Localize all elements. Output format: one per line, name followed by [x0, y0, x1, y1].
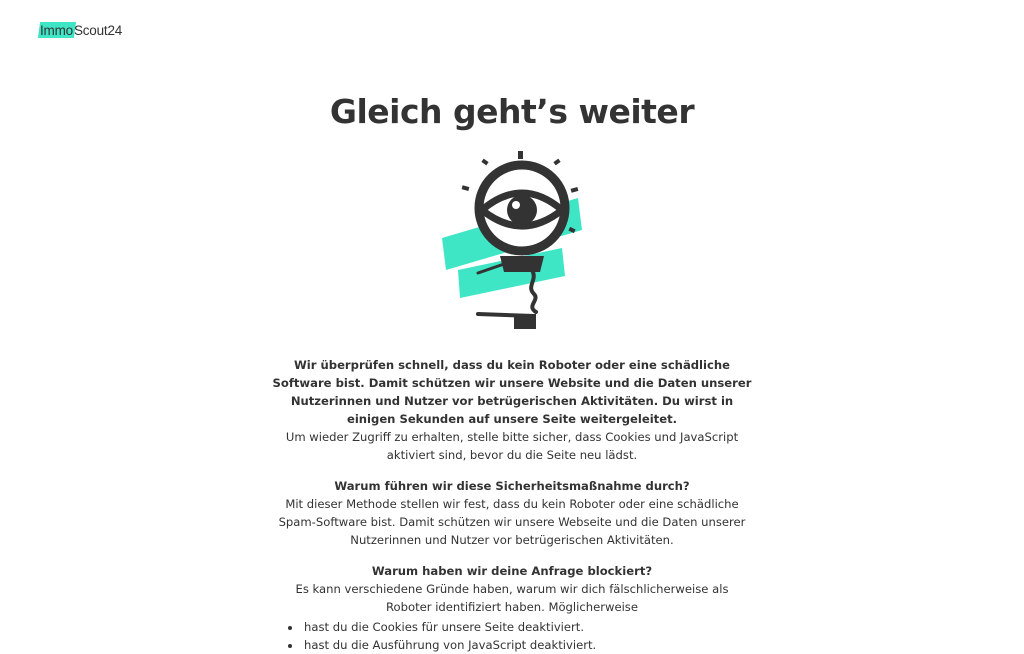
intro-text: Um wieder Zugriff zu erhalten, stelle bitte sicher, dass Cookies und JavaScript aktiviert sind, bevor du die Seite neu lädst.	[285, 430, 739, 462]
blocked-text: Es kann verschiedene Gründe haben, warum wir dich fälschlicherweise als Roboter identifiziert haben. Möglicherweise	[295, 582, 729, 614]
logo-text	[38, 23, 122, 38]
intro-bold-text: Wir überprüfen schnell, dass du kein Roboter oder eine schädliche Software bist. Damit schützen wir unsere Website und die Daten unserer Nutzerinnen und Nutzer vor betrügerischen Aktivitäten. Du wirst in einigen Sekunden auf unsere Seite weitergeleitet.	[272, 358, 752, 426]
why-heading: Warum führen wir diese Sicherheitsmaßnahme durch?	[334, 479, 690, 493]
info-content	[272, 356, 752, 654]
logo-text-scout24: Scout24	[73, 22, 123, 38]
magnifier-eye-icon	[430, 148, 600, 334]
immoscout24-logo[interactable]	[38, 20, 122, 40]
logo-text-immo: Immo	[40, 22, 73, 38]
page-title: Gleich geht’s weiter	[329, 92, 695, 131]
list-item: • hast du die Ausführung von JavaScript deaktiviert.	[302, 636, 752, 654]
blocked-reasons-list	[272, 618, 752, 654]
blocked-heading: Warum haben wir deine Anfrage blockiert?	[371, 564, 653, 578]
why-text: Mit dieser Methode stellen wir fest, dass du kein Roboter oder eine schädliche Spam-Software bist. Damit schützen wir unsere Webseite und die Daten unserer Nutzerinnen und Nutzer vor betrügerischen Aktivitäten.	[278, 497, 746, 547]
list-item: • hast du die Cookies für unsere Seite deaktiviert.	[302, 618, 752, 636]
